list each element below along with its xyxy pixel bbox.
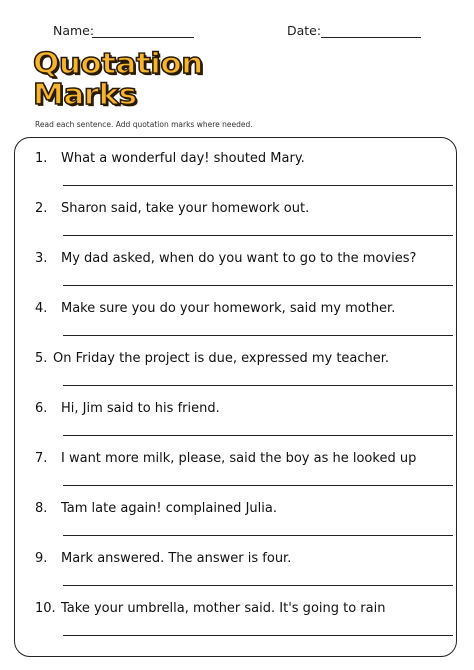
answer-line[interactable] [63, 235, 453, 236]
item-number: 3. [35, 251, 48, 266]
item-sentence [35, 501, 277, 516]
item-number: 4. [35, 301, 48, 316]
item-text: Hi, Jim said to his friend. [61, 401, 220, 416]
instructions: Read each sentence. Add quotation marks where needed. [35, 120, 253, 129]
answer-line[interactable] [63, 385, 453, 386]
title-line-1: Quotation [33, 47, 203, 81]
answer-line[interactable] [63, 435, 453, 436]
item-text: Sharon said, take your homework out. [61, 201, 310, 216]
answer-line[interactable] [63, 185, 453, 186]
item-text: Tam late again! complained Julia. [61, 501, 277, 516]
item-sentence [35, 551, 291, 566]
answer-line[interactable] [63, 585, 453, 586]
exercise-item [15, 301, 456, 351]
name-label: Name: [53, 23, 95, 38]
exercise-item [15, 401, 456, 451]
item-text: Take your umbrella, mother said. It's going to rain [61, 601, 386, 616]
item-text: On Friday the project is due, expressed my teacher. [53, 351, 390, 366]
item-number: 6. [35, 401, 48, 416]
exercise-item [15, 151, 456, 201]
item-text: What a wonderful day! shouted Mary. [61, 151, 305, 166]
exercise-item [15, 551, 456, 601]
item-sentence [35, 401, 220, 416]
item-number: 5. [35, 351, 48, 366]
exercise-box [14, 137, 457, 657]
answer-line[interactable] [63, 335, 453, 336]
item-number: 8. [35, 501, 48, 516]
exercise-item [15, 251, 456, 301]
name-field[interactable] [92, 37, 194, 38]
answer-line[interactable] [63, 285, 453, 286]
item-number: 10. [35, 601, 56, 616]
item-sentence [35, 251, 416, 266]
exercise-item [15, 201, 456, 251]
item-text: My dad asked, when do you want to go to the movies? [61, 251, 417, 266]
item-number: 9. [35, 551, 48, 566]
exercise-item [15, 451, 456, 501]
item-sentence [35, 201, 309, 216]
item-text: I want more milk, please, said the boy as he looked up [61, 451, 417, 466]
item-sentence [35, 351, 389, 366]
exercise-item [15, 351, 456, 401]
item-sentence [35, 151, 305, 166]
item-text: Make sure you do your homework, said my mother. [61, 301, 396, 316]
title-line-2: Marks [33, 78, 137, 112]
item-sentence [35, 451, 416, 466]
exercise-item [15, 501, 456, 551]
date-label: Date: [287, 23, 322, 38]
date-field[interactable] [321, 37, 421, 38]
item-text: Mark answered. The answer is four. [61, 551, 292, 566]
answer-line[interactable] [63, 485, 453, 486]
exercise-item [15, 601, 456, 651]
item-sentence [35, 601, 385, 616]
answer-line[interactable] [63, 635, 453, 636]
item-number: 2. [35, 201, 48, 216]
item-number: 7. [35, 451, 48, 466]
answer-line[interactable] [63, 535, 453, 536]
item-sentence [35, 301, 395, 316]
item-number: 1. [35, 151, 48, 166]
